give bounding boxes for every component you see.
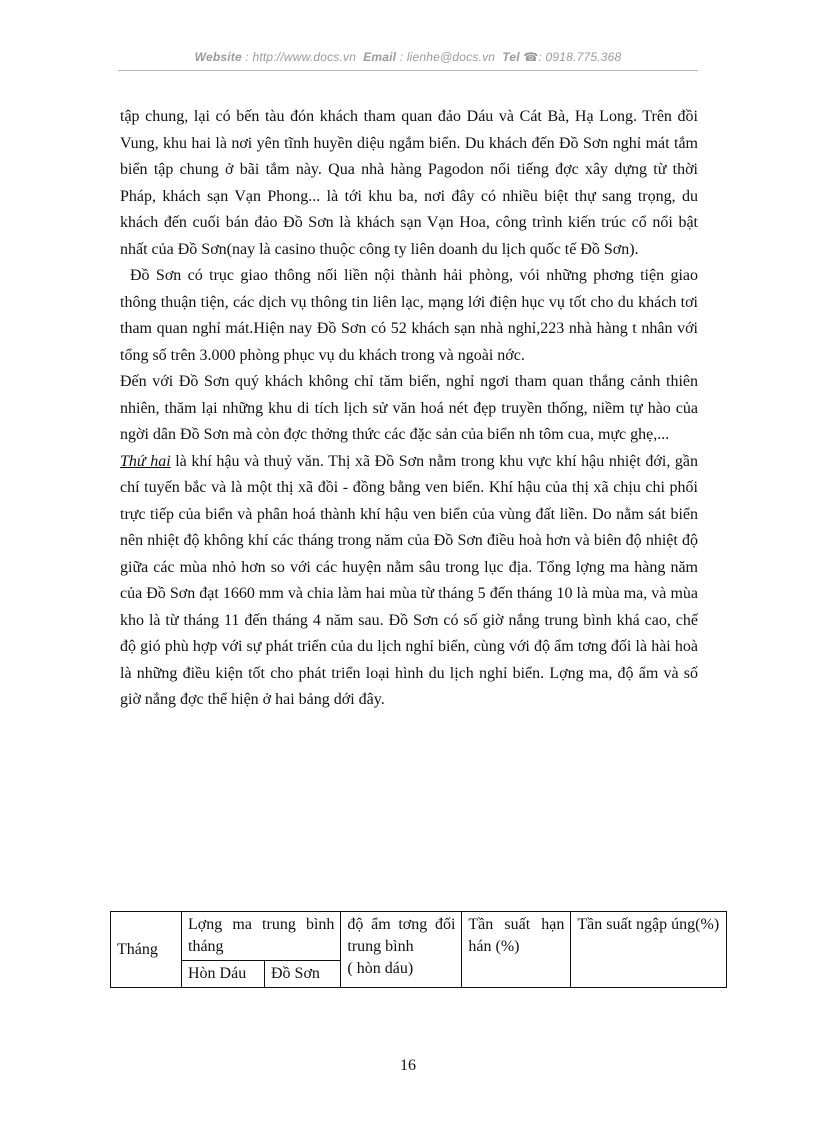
- document-body: [120, 104, 698, 714]
- website-label: Website: [194, 50, 242, 64]
- paragraph-2: Đồ Sơn có trục giao thông nối liền nội thành hải phòng, vói những phơng tiện giao thông thuận tiện, các dịch vụ thông tin liên lạc, mạng lới điện hục vụ tốt cho du khách tơi tham quan nghỉ mát.Hiện nay Đồ Sơn có 52 khách sạn nhà nghỉ,223 nhà hàng t nhân với tổng số trên 3.000 phòng phục vụ du khách trong và ngoài nớc.: [120, 267, 698, 364]
- header-rain: Lợng ma trung bình tháng: [182, 912, 341, 961]
- header-month: Tháng: [111, 912, 182, 988]
- page-number: 16: [400, 1057, 416, 1074]
- header-divider: [118, 70, 698, 71]
- page-header: [118, 50, 698, 64]
- table-header-row: [111, 912, 727, 961]
- header-humidity-main: độ ẩm tơng đối trung bình: [347, 916, 456, 955]
- header-flood: Tần suất ngập úng(%): [571, 912, 727, 988]
- subheader-hondau: Hòn Dáu: [182, 961, 265, 988]
- header-humidity-sub: ( hòn dáu): [347, 960, 414, 977]
- phone-icon: ☎: [523, 50, 539, 64]
- email-label: Email: [363, 50, 397, 64]
- header-drought: Tần suất hạn hán (%): [462, 912, 571, 988]
- paragraph-4-lead: Thứ hai: [120, 452, 171, 470]
- paragraph-3: Đến với Đồ Sơn quý khách không chỉ tăm biển, nghỉ ngơi tham quan thắng cảnh thiên nhiên, thăm lại những khu di tích lịch sử văn hoá nét đẹp truyền thống, niềm tự hào của ngời dân Đồ Sơn mà còn đợc thởng thức các đặc sản của biển nh tôm cua, mực ghẹ,...: [120, 373, 698, 443]
- paragraph-4: [120, 449, 698, 714]
- paragraph-1: tập chung, lại có bến tàu đón khách tham quan đảo Dáu và Cát Bà, Hạ Long. Trên đồi Vung, khu hai là nơi yên tĩnh huyền diệu ngắm biển. Du khách đến Đồ Sơn nghỉ mát tắm biển tập chung ở bãi tắm này. Qua nhà hàng Pagodon nổi tiếng đợc xây dựng từ thời Pháp, khách sạn Vạn Phong... là tới khu ba, nơi đây có nhiều biệt thự sang trọng, du khách đến cuối bán đảo Đồ Sơn là khách sạn Vạn Hoa, công trình kiến trúc cổ nổi bật nhất của Đồ Sơn(nay là casino thuộc công ty liên doanh du lịch quốc tế Đồ Sơn).: [120, 108, 698, 258]
- header-humidity: [341, 912, 462, 988]
- tel-value: : 0918.775.368: [538, 50, 622, 64]
- email-value: : lienhe@docs.vn: [399, 50, 496, 64]
- tel-label: Tel: [502, 50, 520, 64]
- climate-table: [110, 911, 727, 988]
- website-value: : http://www.docs.vn: [245, 50, 357, 64]
- paragraph-4-text: là khí hậu và thuỷ văn. Thị xã Đồ Sơn nằm trong khu vực khí hậu nhiệt đới, gần chí tuyến bắc và là một thị xã đồi - đồng bằng ven biển. Khí hậu của thị xã chịu chi phối trực tiếp của biển và phân hoá thành khí hậu ven biển của vùng đất liền. Do nằm sát biển nên nhiệt độ không khí các tháng trong năm của Đồ Sơn điều hoà hơn và biên độ nhiệt độ giữa các mùa nhỏ hơn so với các huyện nằm sâu trong lục địa. Tổng lợng ma hàng năm của Đồ Sơn đạt 1660 mm và chia làm hai mùa từ tháng 5 đến tháng 10 là mùa ma, và mùa kho là từ tháng 11 đến tháng 4 năm sau. Đồ Sơn có số giờ nắng trung bình khá cao, chế độ gió phù hợp với sự phát triển của du lịch nghỉ biển, cùng với độ ẩm tơng đối là hài hoà là những điều kiện tốt cho phát triển loại hình du lịch nghỉ biển. Lợng ma, độ ẩm và số giờ nắng đợc thể hiện ở hai bảng dới đây.: [120, 452, 698, 708]
- subheader-doson: Đồ Sơn: [265, 961, 341, 988]
